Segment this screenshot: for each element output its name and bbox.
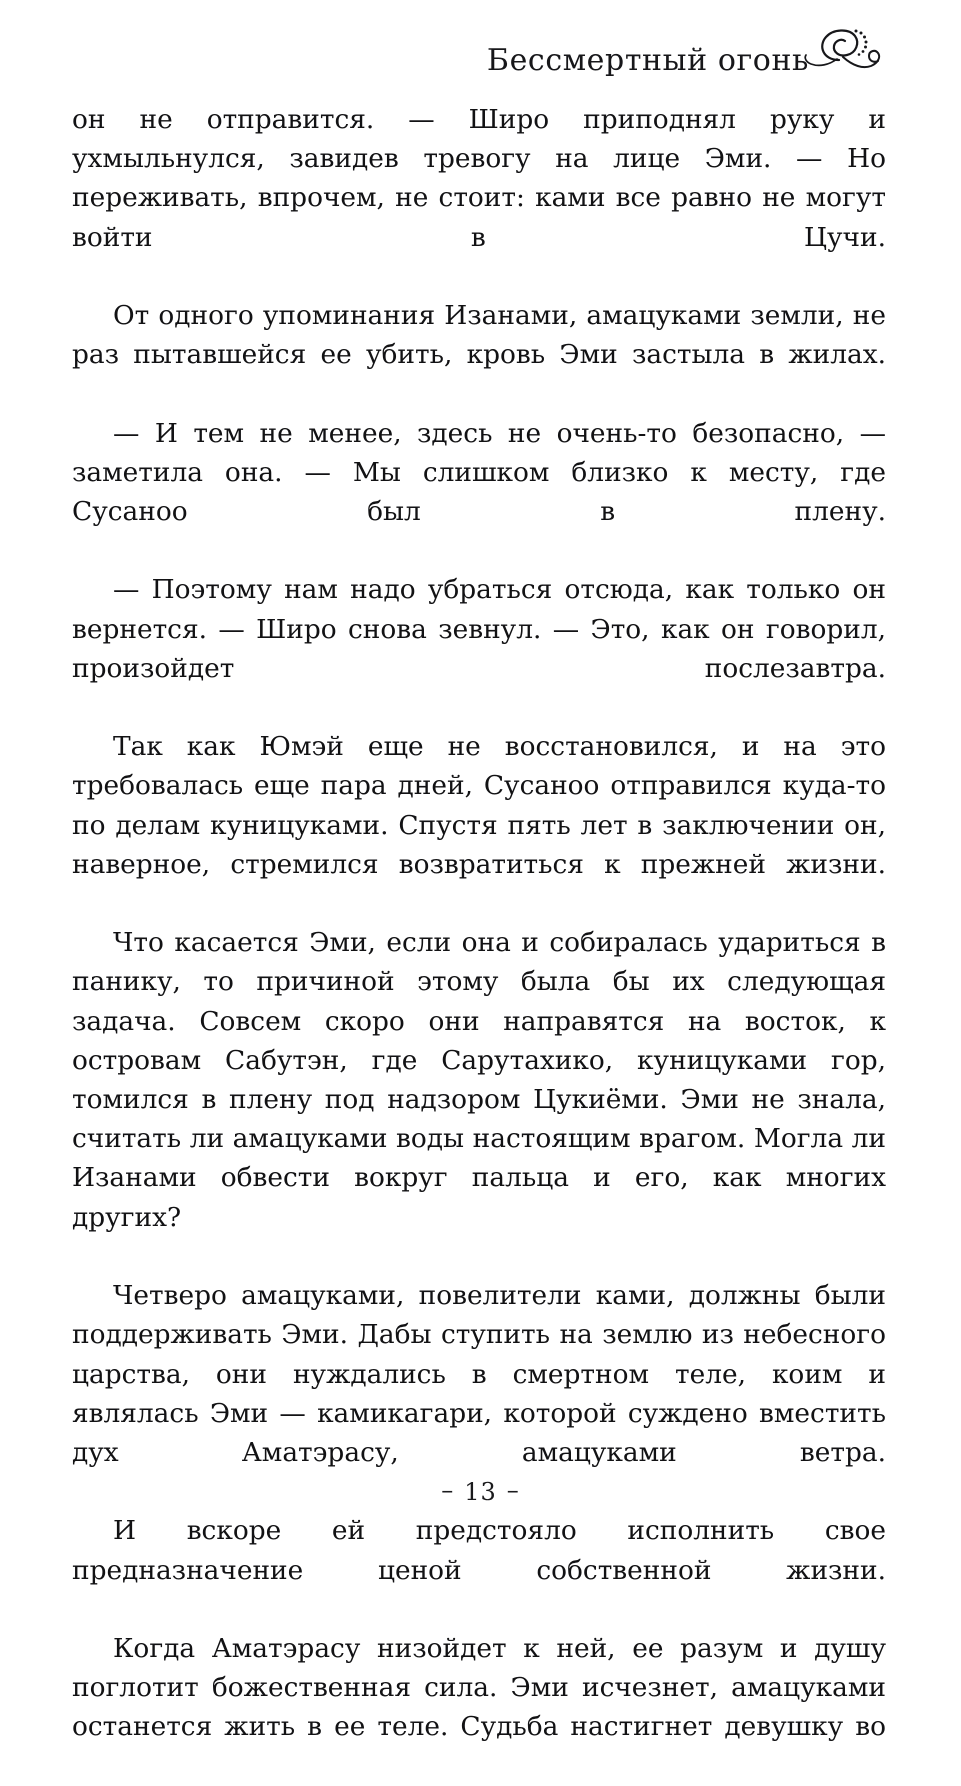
paragraph: он не отправится. — Широ приподнял руку и ухмыльнулся, завидев тревогу на лице Эми. — Но переживать, впрочем, не стоит: ками все равно не могут войти в Цучи. [72,104,886,253]
flourish-swirl-ornament [799,24,885,87]
folio-dash-right: – [506,1476,520,1504]
paragraph: Четверо амацуками, повелители ками, должны были поддерживать Эми. Дабы ступить на землю из небесного царства, они нуждались в смертном теле, коим и являлась Эми — камикагари, которой суждено вместить дух Аматэрасу, амацуками ветра. [72,1280,886,1468]
paragraph: Так как Юмэй еще не восстановился, и на это требовалась еще пара дней, Сусаноо отправился куда-то по делам куницуками. Спустя пять лет в заключении он, наверное, стремился возвратиться к прежней жизни. [72,731,886,880]
book-title: Бессмертный огонь [486,42,809,78]
paragraph: И вскоре ей предстояло исполнить свое предназначение ценой собственной жизни. [72,1515,886,1586]
page-number [0,1476,961,1506]
body-text-column [72,100,886,1786]
running-head-inner [487,34,885,87]
paragraph: Когда Аматэрасу низойдет к ней, ее разум и душу поглотит божественная сила. Эми исчезнет, амацуками останется жить в ее теле. Судьба настигнет девушку во [72,1632,886,1743]
paragraph: От одного упоминания Изанами, амацуками земли, не раз пытавшейся ее убить, кровь Эми застыла в жилах. [72,300,886,371]
folio-number: 13 [464,1478,497,1506]
paragraph: — Поэтому нам надо убраться отсюда, как только он вернется. — Широ снова зевнул. — Это, как он говорил, произойдет послезавтра. [72,574,886,684]
paragraph: — И тем не менее, здесь не очень-то безопасно, — заметила она. — Мы слишком близко к месту, где Сусаноо был в плену. [72,417,886,528]
running-head [72,34,885,90]
folio-dash-left: – [441,1476,455,1504]
paragraph: Что касается Эми, если она и собиралась удариться в панику, то причиной этому была бы их следующая задача. Совсем скоро они направятся на восток, к островам Сабутэн, где Сарутахико, куницуками гор, томился в плену под надзором Цукиёми. Эми не знала, считать ли амацуками воды настоящим врагом. Могла ли Изанами обвести вокруг пальца и его, как многих других? [72,927,886,1233]
